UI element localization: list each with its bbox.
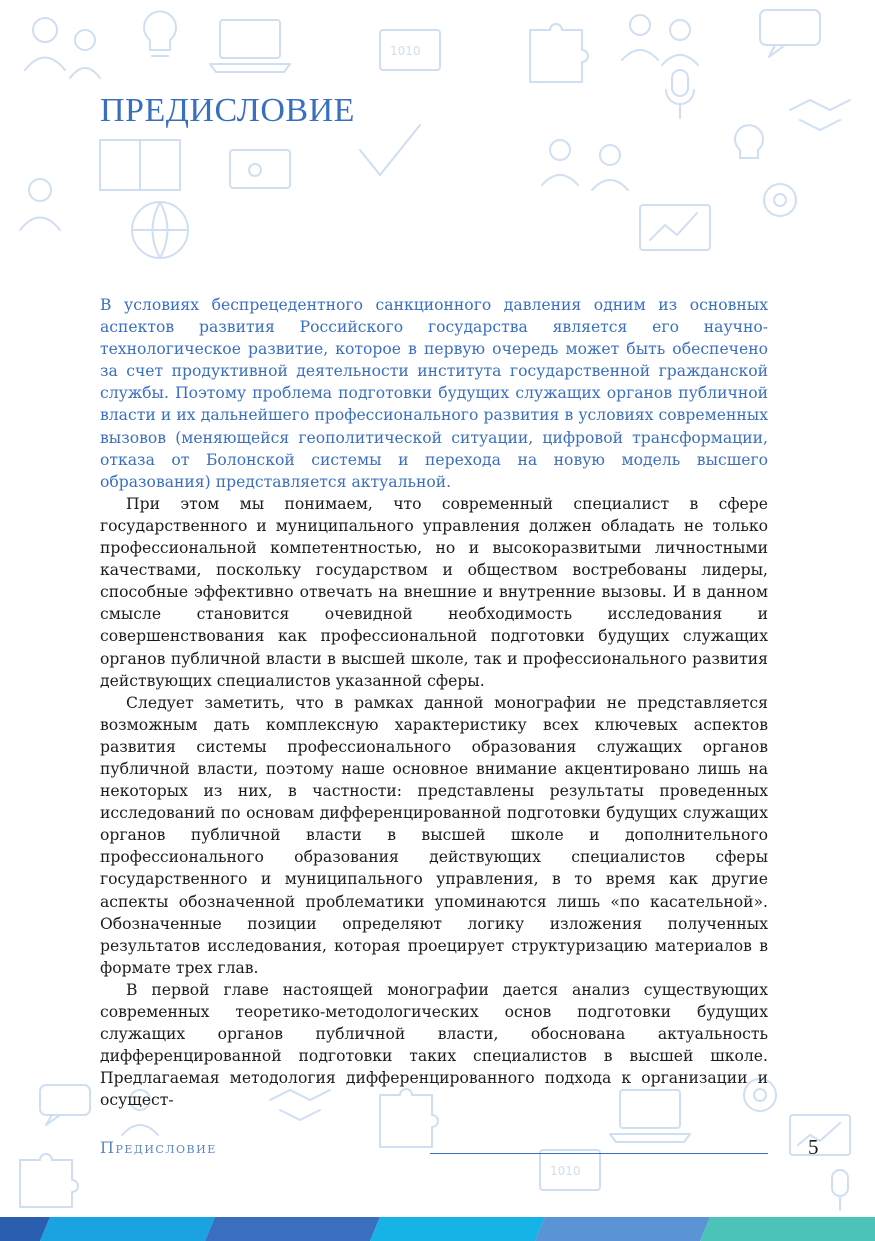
bottom-color-band <box>0 1217 875 1241</box>
people-icon <box>542 140 628 190</box>
people-icon <box>25 18 100 78</box>
color-stripe <box>40 1217 215 1241</box>
page-number: 5 <box>808 1135 819 1159</box>
color-stripe <box>700 1217 875 1241</box>
footer-rule <box>430 1153 768 1154</box>
lightbulb-icon <box>144 12 176 56</box>
paragraph: При этом мы понимаем, что современный специалист в сфере государственного и муниципального управления должен обладать не только профессиональной компетентностью, но и высокоразвитыми личностными качествами, поскольку государством и обществом востребованы лидеры, способные эффективно отвечать на внешние и внутренние вызовы. И в данном смысле становится очевидной необходимость исследования и совершенствования как профессиональной подготовки будущих служащих органов публичной власти в высшей школе, так и профессионального развития действующих специалистов указанной сферы. <box>100 494 768 690</box>
globe-icon <box>132 202 188 258</box>
puzzle-icon <box>20 1154 78 1207</box>
lightbulb-icon <box>735 125 763 158</box>
page-title: ПРЕДИСЛОВИЕ <box>100 92 355 129</box>
puzzle-icon <box>530 24 588 82</box>
color-stripe <box>205 1217 380 1241</box>
speech-bubble-icon <box>40 1085 90 1125</box>
intro-paragraph: В условиях беспрецедентного санкционного давления одним из основных аспектов развития Российского государства является его научно-технологическое развитие, которое в первую очередь может быть обеспечено за счет продуктивной деятельности института государственной гражданской службы. Поэтому проблема подготовки будущих служащих органов публичной власти и их дальнейшего профессионального развития в условиях современных вызовов (меняющейся геополитической ситуации, цифровой трансформации, отказа от Болонской системы и перехода на новую модель высшего образования) представляется актуальной. <box>100 296 768 491</box>
color-stripe <box>370 1217 545 1241</box>
microphone-icon <box>832 1170 848 1210</box>
laptop-icon <box>230 150 290 188</box>
color-stripe <box>535 1217 710 1241</box>
chart-icon <box>380 30 440 70</box>
chart-icon <box>540 1150 600 1190</box>
chart-icon <box>640 205 710 250</box>
people-icon <box>20 179 60 230</box>
handshake-icon <box>790 100 850 130</box>
paragraph: Следует заметить, что в рамках данной монографии не представляется возможным дать комплексную характеристику всех ключевых аспектов развития системы профессионального образования служащих органов публичной власти, поэтому наше основное внимание акцентировано лишь на некоторых из них, в частности: представлены результаты проведенных исследований по основам дифференцированной подготовки будущих служащих органов публичной власти в высшей школе и дополнительного профессионального образования действующих специалистов сферы государственного и муниципального управления, в то время как другие аспекты обозначенной проблематики упоминаются лишь «по касательной». Обозначенные позиции определяют логику изложения полученных результатов исследования, которая проецирует структуризацию материалов в формате трех глав. <box>100 693 768 977</box>
speech-bubble-icon <box>760 10 820 57</box>
body-text <box>100 294 768 1111</box>
gear-icon <box>764 184 796 216</box>
paragraph: В первой главе настоящей монографии дается анализ существующих современных теоретико-методологических основ подготовки будущих служащих органов публичной власти, обоснована актуальность дифференцированной подготовки таких специалистов в высшей школе. Предлагаемая методология дифференцированного подхода к организации и осущест- <box>100 980 768 1110</box>
people-icon <box>622 15 698 65</box>
book-icon <box>100 140 180 190</box>
svg-text:1010: 1010 <box>390 44 421 58</box>
running-footer-section: Предисловие <box>100 1138 217 1157</box>
chart-icon <box>790 1115 850 1155</box>
checkmark-icon <box>360 125 420 175</box>
svg-text:1010: 1010 <box>550 1164 581 1178</box>
microphone-icon <box>666 70 694 118</box>
laptop-icon <box>210 20 290 72</box>
